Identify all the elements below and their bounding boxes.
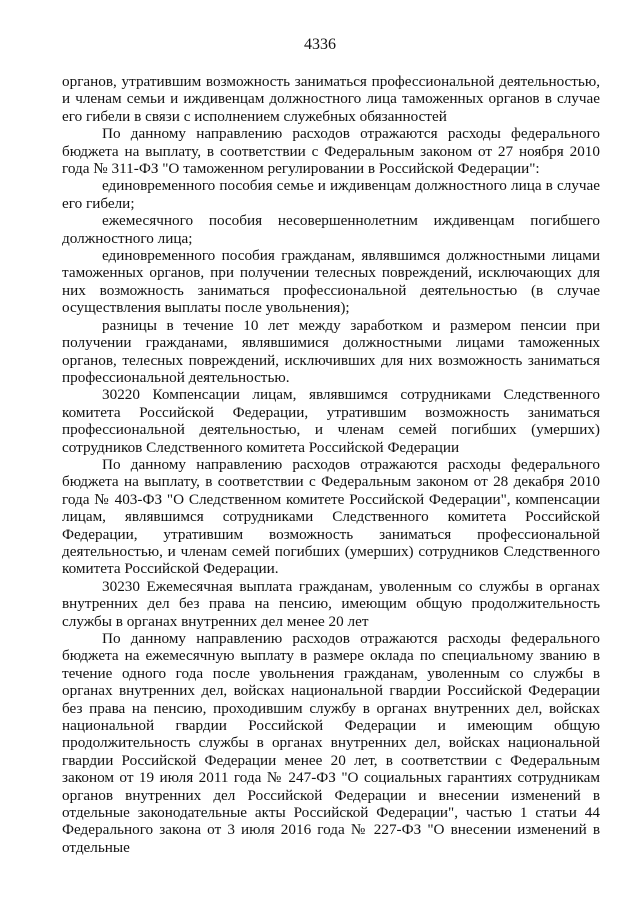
section-heading-30230: 30230 Ежемесячная выплата гражданам, уволенным со службы в органах внутренних дел без права на пенсию, имеющим общую продолжительность службы в органах внутренних дел менее 20 лет <box>62 577 600 630</box>
list-item-monthly-dependents: ежемесячного пособия несовершеннолетним иждивенцам погибшего должностного лица; <box>62 212 600 247</box>
paragraph-expenses-internal-affairs: По данному направлению расходов отражаются расходы федерального бюджета на ежемесячную выплату в размере оклада по специальному званию в течение одного года после увольнения гражданам, уволенным со службы в органах внутренних дел, войсках национальной гвардии Российской Федерации без права на пенсию, проходившим службу в органах внутренних дел, войсках национальной гвардии Российской Федерации и имеющим общую продолжительность службы в органах внутренних дел, войсках национальной гвардии Российской Федерации менее 20 лет, в соответствии с Федеральным законом от 19 июля 2011 года № 247-ФЗ "О социальных гарантиях сотрудникам органов внутренних дел Российской Федерации и внесении изменений в отдельные законодательные акты Российской Федерации", частью 1 статьи 44 Федерального закона от 3 июля 2016 года № 227-ФЗ "О внесении изменений в отдельные <box>62 630 600 856</box>
list-item-lump-sum-family: единовременного пособия семье и иждивенцам должностного лица в случае его гибели; <box>62 177 600 212</box>
paragraph-continuation: органов, утратившим возможность заниматься профессиональной деятельностью, и членам семьи и иждивенцам должностного лица таможенных органов в случае его гибели в связи с исполнением служебных обязанностей <box>62 73 600 125</box>
page-number: 4336 <box>304 36 336 53</box>
section-heading-30220: 30220 Компенсации лицам, являвшимся сотрудниками Следственного комитета Российской Федерации, утратившим возможность заниматься профессиональной деятельностью, и членам семей погибших (умерших) сотрудников Следственного комитета Российской Федерации <box>62 386 600 456</box>
list-item-pension-difference: разницы в течение 10 лет между заработком и размером пенсии при получении гражданами, являвшимися должностными лицами таможенных органов, телесных повреждений, исключивших для них возможность заниматься профессиональной деятельностью. <box>62 316 600 386</box>
paragraph-expenses-customs: По данному направлению расходов отражаются расходы федерального бюджета на выплату, в соответствии с Федеральным законом от 27 ноября 2010 года № 311-ФЗ "О таможенном регулировании в Российской Федерации": <box>62 125 600 178</box>
paragraph-expenses-investigative: По данному направлению расходов отражаются расходы федерального бюджета на выплату, в соответствии с Федеральным законом от 28 декабря 2010 года № 403-ФЗ "О Следственном комитете Российской Федерации", компенсации лицам, являвшимся сотрудниками Следственного комитета Российской Федерации, утратившим возможность заниматься профессиональной деятельностью, и членам семей погибших (умерших) сотрудников Следственного комитета Российской Федерации. <box>62 455 600 578</box>
document-body <box>62 73 600 856</box>
list-item-lump-sum-injury: единовременного пособия гражданам, являвшимся должностными лицами таможенных органов, при получении телесных повреждений, исключающих для них возможность заниматься профессиональной деятельностью (в случае осуществления выплаты после увольнения); <box>62 247 600 317</box>
